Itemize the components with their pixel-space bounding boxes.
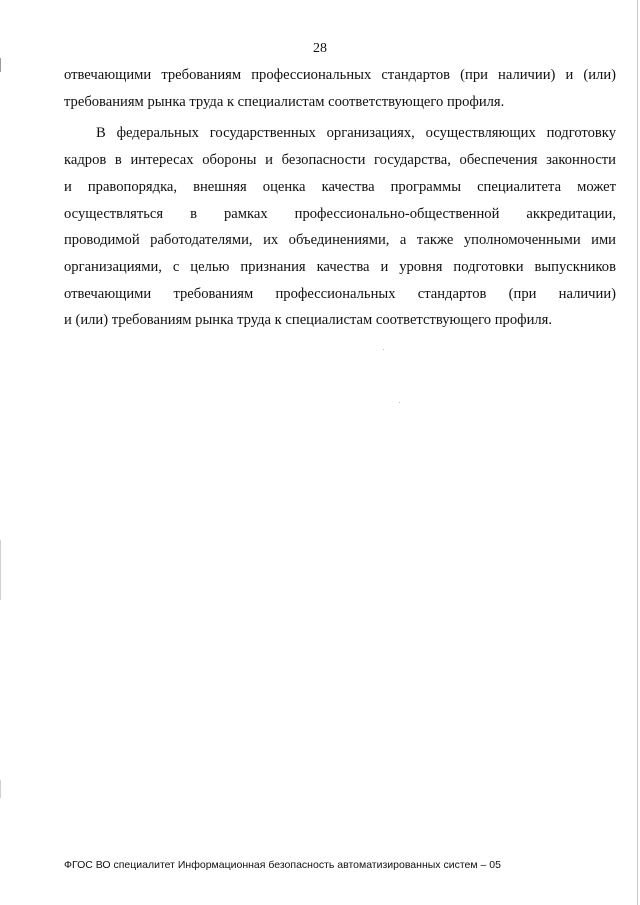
scan-edge-left-mark — [0, 780, 1, 798]
main-paragraph — [64, 120, 616, 334]
scan-edge-left-mark — [0, 540, 1, 600]
text-line: и правопорядка, внешняя оценка качества программы специалитета может — [64, 178, 616, 195]
scan-speck — [383, 349, 384, 350]
scan-edge-left-mark — [0, 58, 1, 72]
text-line: отвечающими требованиям профессиональных стандартов (при наличии) — [64, 285, 616, 302]
continuation-paragraph — [64, 62, 616, 115]
scan-speck — [399, 402, 400, 403]
text-line: кадров в интересах обороны и безопасности государства, обеспечения законности — [64, 152, 616, 169]
text-line: и (или) требованиям рынка труда к специалистам соответствующего профиля. — [64, 312, 553, 329]
text-line: отвечающими требованиям профессиональных стандартов (при наличии) и (или) — [64, 67, 616, 83]
scan-edge-right — [637, 0, 638, 905]
text-line: проводимой работодателями, их объединениями, а также уполномоченными ими — [64, 232, 616, 249]
page-number: 28 — [313, 41, 327, 56]
text-line: организациями, с целью признания качества и уровня подготовки выпускников — [64, 258, 616, 275]
document-body — [64, 62, 616, 334]
text-line: В федеральных государственных организациях, осуществляющих подготовку — [96, 125, 616, 142]
page-footer: ФГОС ВО специалитет Информационная безопасность автоматизированных систем – 05 — [64, 859, 501, 871]
text-line: осуществляться в рамках профессионально-общественной аккредитации, — [64, 205, 616, 222]
text-line: требованиям рынка труда к специалистам соответствующего профиля. — [64, 93, 505, 110]
